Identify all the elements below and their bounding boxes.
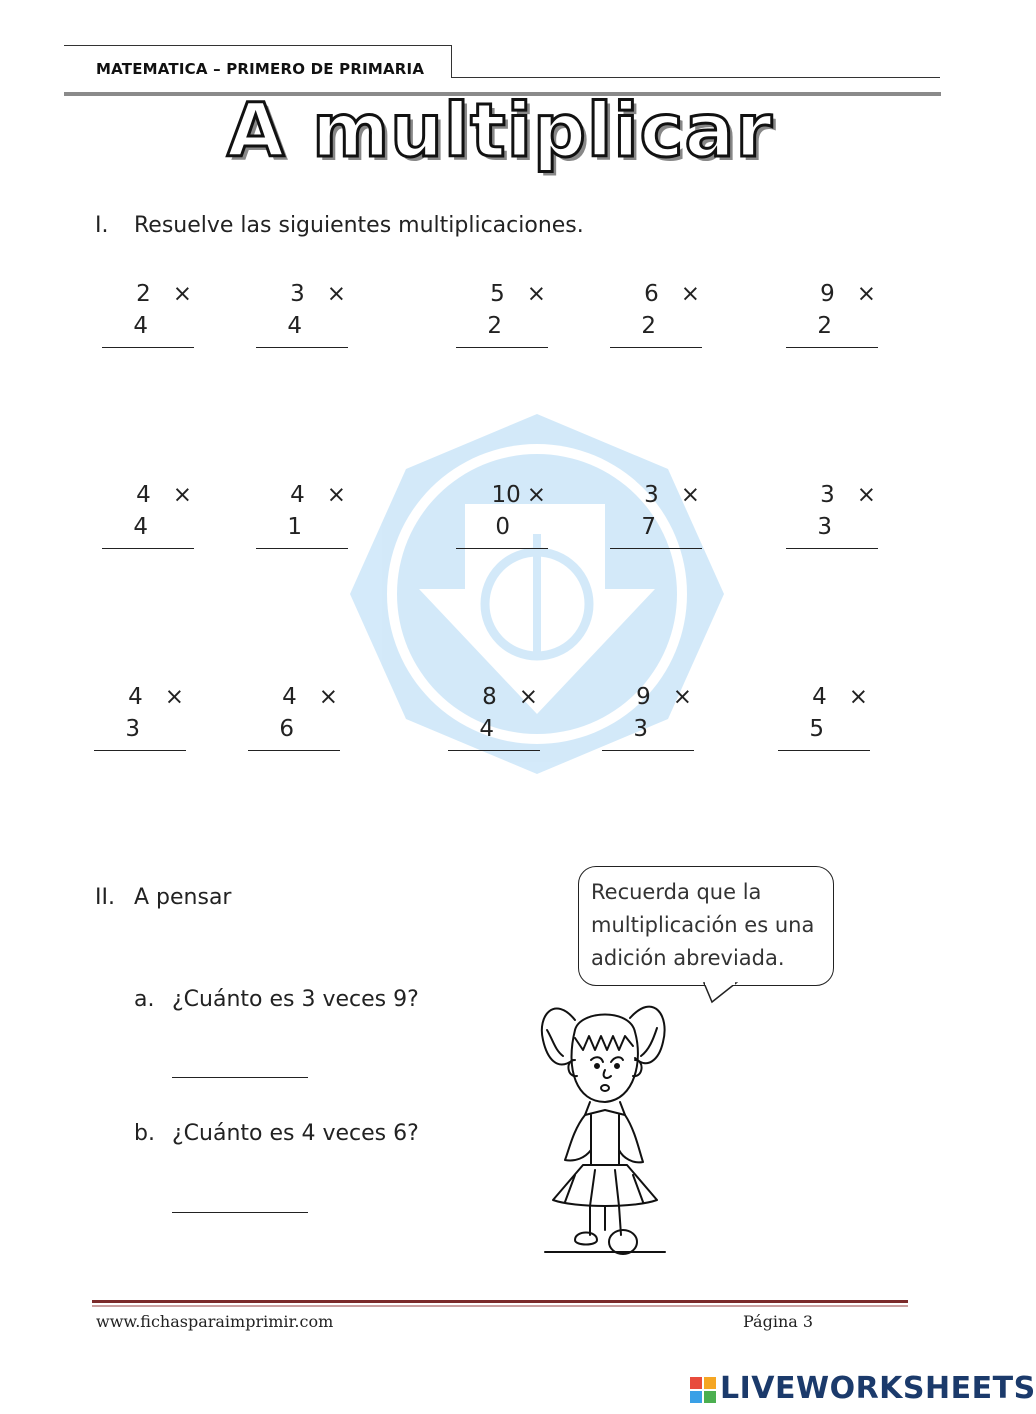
- answer-line[interactable]: [786, 548, 878, 549]
- times-operator: ×: [326, 482, 346, 508]
- times-operator: ×: [518, 684, 538, 710]
- multiplier: 5: [809, 716, 824, 742]
- multiplier: 6: [279, 716, 294, 742]
- answer-line[interactable]: [456, 548, 548, 549]
- multiplicand-with-operator: [610, 281, 700, 307]
- question-b-text: ¿Cuánto es 4 veces 6?: [172, 1121, 419, 1146]
- multiplicand: 4: [282, 684, 297, 710]
- header-rule-right: [452, 77, 940, 78]
- section-2-heading: A pensar: [134, 885, 232, 910]
- times-operator: ×: [848, 684, 868, 710]
- question-b-letter: b.: [134, 1121, 155, 1146]
- times-operator: ×: [526, 281, 546, 307]
- times-operator: ×: [672, 684, 692, 710]
- multiplication-problem: [456, 482, 548, 552]
- multiplicand-with-operator: [602, 684, 692, 710]
- multiplicand-with-operator: [456, 281, 546, 307]
- multiplicand-with-operator: [248, 684, 338, 710]
- speech-bubble: [578, 866, 834, 986]
- answer-line[interactable]: [256, 548, 348, 549]
- multiplier: 4: [133, 514, 148, 540]
- answer-line[interactable]: [102, 548, 194, 549]
- multiplication-problem: [610, 482, 702, 552]
- multiplication-problem: [786, 281, 878, 351]
- answer-a-line[interactable]: [172, 1077, 308, 1078]
- section-1-instruction: Resuelve las siguientes multiplicaciones.: [134, 213, 584, 238]
- multiplicand: 8: [482, 684, 497, 710]
- multiplier: 4: [133, 313, 148, 339]
- answer-line[interactable]: [602, 750, 694, 751]
- times-operator: ×: [856, 482, 876, 508]
- answer-b-line[interactable]: [172, 1212, 308, 1213]
- bubble-line-3: adición abreviada.: [591, 946, 785, 970]
- multiplication-problem: [786, 482, 878, 552]
- multiplicand: 4: [290, 482, 305, 508]
- multiplication-problem: [610, 281, 702, 351]
- multiplication-problem: [102, 482, 194, 552]
- multiplication-problem: [248, 684, 340, 754]
- multiplicand: 3: [290, 281, 305, 307]
- answer-line[interactable]: [778, 750, 870, 751]
- liveworksheets-wordmark: LIVEWORKSHEETS: [720, 1371, 1036, 1406]
- multiplier: 3: [817, 514, 832, 540]
- multiplicand: 6: [644, 281, 659, 307]
- section-2-numeral: II.: [95, 885, 115, 910]
- bubble-tail-icon: [700, 982, 750, 1004]
- header-subject: MATEMATICA – PRIMERO DE PRIMARIA: [96, 60, 425, 78]
- answer-line[interactable]: [610, 347, 702, 348]
- answer-line[interactable]: [256, 347, 348, 348]
- multiplier: 4: [287, 313, 302, 339]
- multiplier: 1: [287, 514, 302, 540]
- multiplicand-with-operator: [256, 482, 346, 508]
- footer-rule-shadow: [92, 1305, 908, 1307]
- multiplicand-with-operator: [256, 281, 346, 307]
- footer-rule: [92, 1300, 908, 1303]
- multiplicand: 4: [128, 684, 143, 710]
- times-operator: ×: [172, 281, 192, 307]
- multiplication-problem: [448, 684, 540, 754]
- section-1-numeral: I.: [95, 213, 109, 238]
- answer-line[interactable]: [248, 750, 340, 751]
- multiplication-problem: [94, 684, 186, 754]
- multiplicand-with-operator: [786, 482, 876, 508]
- multiplication-problem: [256, 281, 348, 351]
- header-rule-step: [451, 45, 452, 78]
- multiplicand: 3: [644, 482, 659, 508]
- multiplicand: 2: [136, 281, 151, 307]
- times-operator: ×: [172, 482, 192, 508]
- multiplicand: 10: [491, 482, 521, 508]
- multiplication-problem: [256, 482, 348, 552]
- girl-cartoon-icon: [535, 990, 670, 1265]
- question-a-letter: a.: [134, 987, 155, 1012]
- question-a-text: ¿Cuánto es 3 veces 9?: [172, 987, 419, 1012]
- multiplicand: 5: [490, 281, 505, 307]
- multiplicand: 9: [636, 684, 651, 710]
- multiplier: 3: [125, 716, 140, 742]
- answer-line[interactable]: [786, 347, 878, 348]
- multiplicand: 9: [820, 281, 835, 307]
- multiplicand-with-operator: [102, 281, 192, 307]
- multiplication-problem: [456, 281, 548, 351]
- times-operator: ×: [856, 281, 876, 307]
- answer-line[interactable]: [448, 750, 540, 751]
- multiplicand-with-operator: [778, 684, 868, 710]
- multiplier: 7: [641, 514, 656, 540]
- multiplier: 3: [633, 716, 648, 742]
- multiplication-problem: [602, 684, 694, 754]
- multiplicand-with-operator: [94, 684, 184, 710]
- multiplicand-with-operator: [456, 482, 546, 508]
- multiplicand-with-operator: [102, 482, 192, 508]
- times-operator: ×: [526, 482, 546, 508]
- multiplicand-with-operator: [786, 281, 876, 307]
- multiplicand-with-operator: [610, 482, 700, 508]
- page-title: A multiplicar: [227, 88, 773, 174]
- times-operator: ×: [326, 281, 346, 307]
- multiplicand: 3: [820, 482, 835, 508]
- multiplier: 0: [495, 514, 510, 540]
- answer-line[interactable]: [94, 750, 186, 751]
- footer-website[interactable]: www.fichasparaimprimir.com: [96, 1312, 334, 1331]
- bubble-line-1: Recuerda que la: [591, 880, 762, 904]
- header-rule-top: [64, 45, 452, 46]
- multiplier: 2: [487, 313, 502, 339]
- multiplicand: 4: [136, 482, 151, 508]
- multiplier: 2: [817, 313, 832, 339]
- multiplier: 2: [641, 313, 656, 339]
- answer-line[interactable]: [610, 548, 702, 549]
- answer-line[interactable]: [102, 347, 194, 348]
- multiplication-problem: [778, 684, 870, 754]
- times-operator: ×: [680, 482, 700, 508]
- multiplier: 4: [479, 716, 494, 742]
- multiplication-problem: [102, 281, 194, 351]
- times-operator: ×: [680, 281, 700, 307]
- bubble-line-2: multiplicación es una: [591, 913, 815, 937]
- footer-page-number: Página 3: [743, 1312, 814, 1331]
- times-operator: ×: [318, 684, 338, 710]
- multiplicand-with-operator: [448, 684, 538, 710]
- times-operator: ×: [164, 684, 184, 710]
- answer-line[interactable]: [456, 347, 548, 348]
- multiplicand: 4: [812, 684, 827, 710]
- liveworksheets-grid-icon: [690, 1377, 716, 1403]
